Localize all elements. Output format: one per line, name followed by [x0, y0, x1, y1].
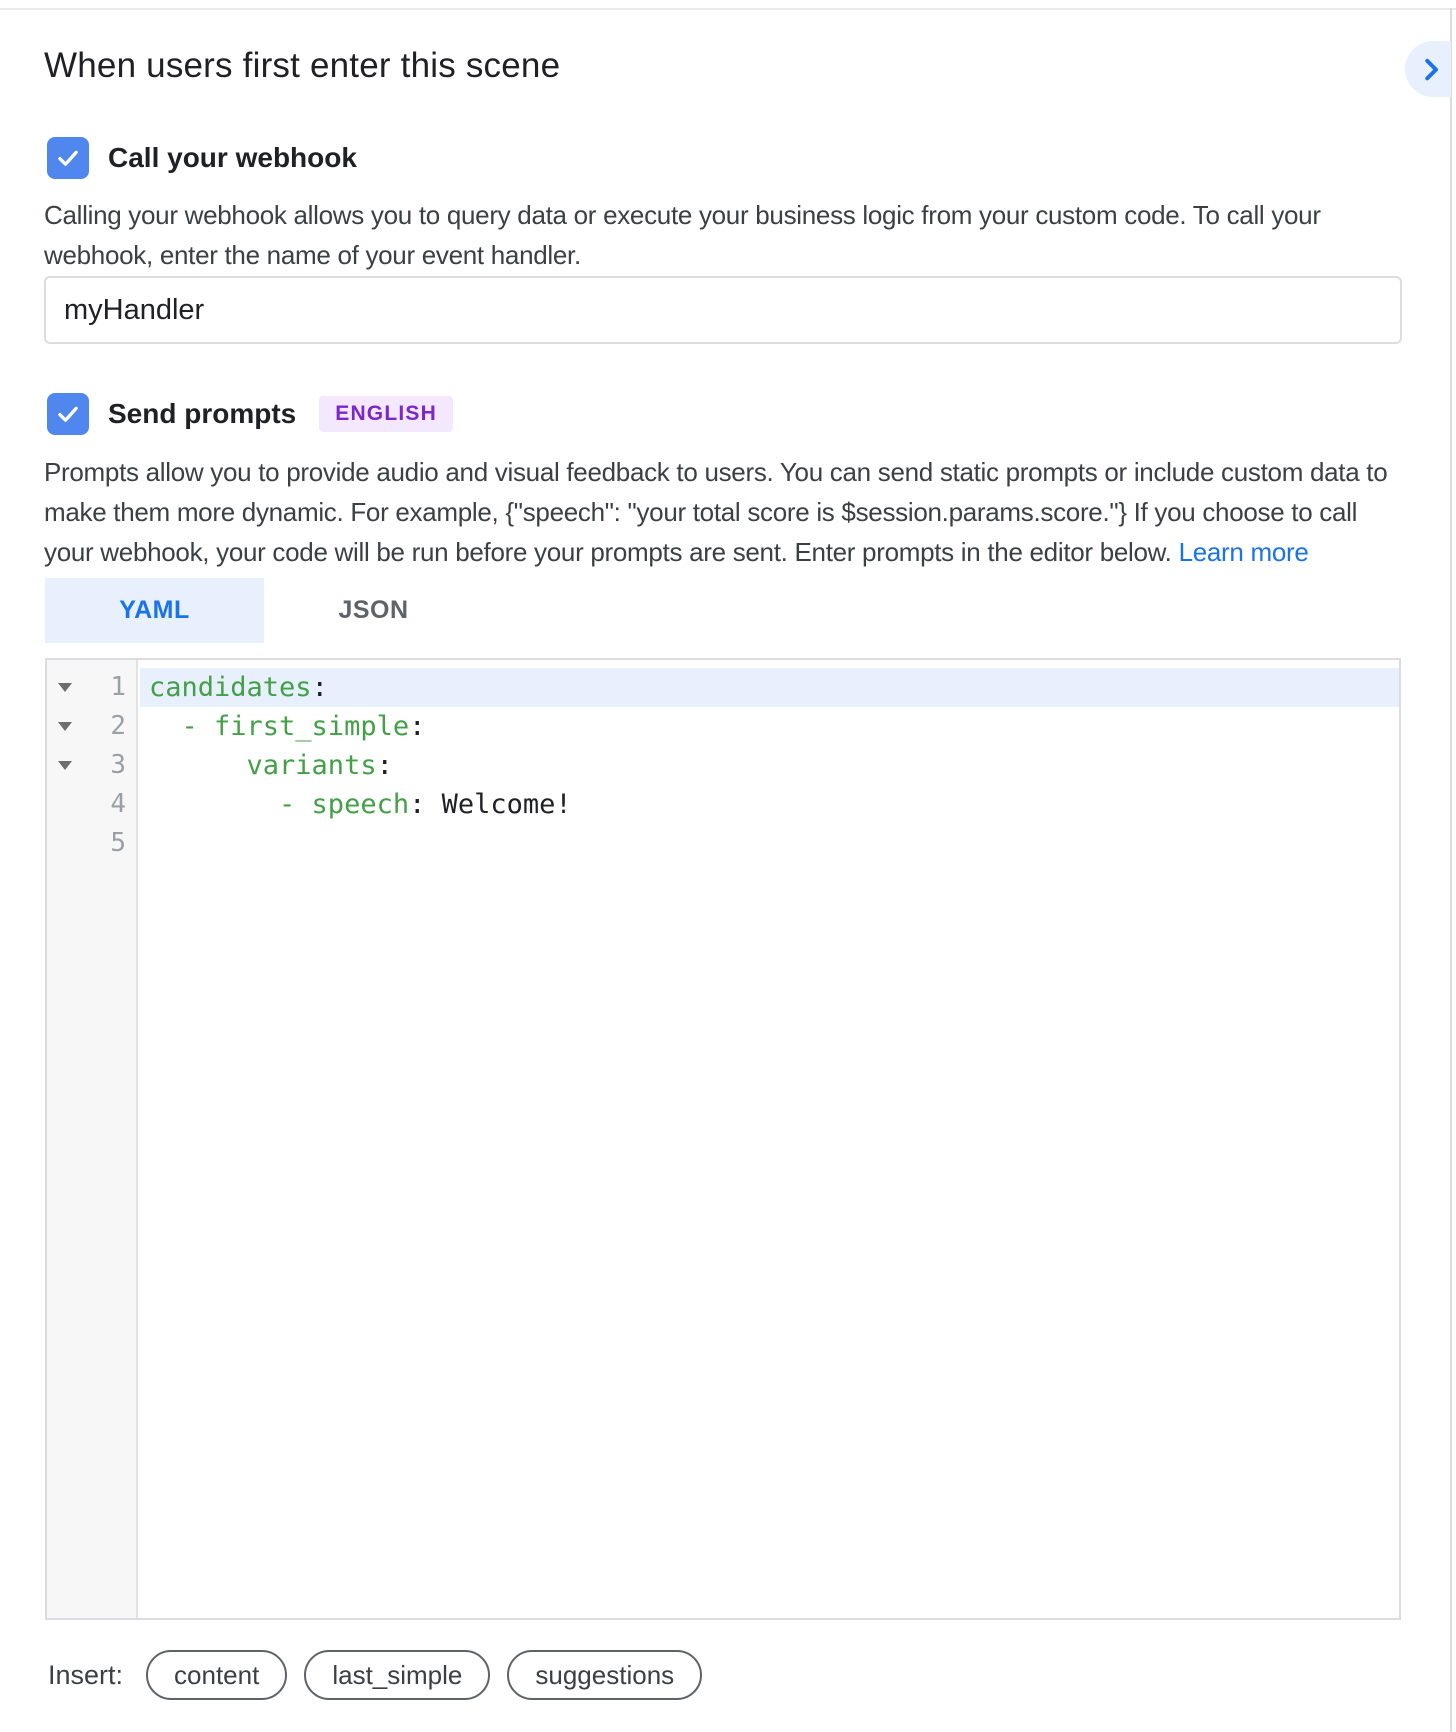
webhook-description: Calling your webhook allows you to query data or execute your business logic from your custom code. To call your webhook, enter the name of your event handler.	[44, 200, 1321, 270]
yaml-key: variants	[149, 750, 377, 781]
insert-chip-suggestions[interactable]: suggestions	[507, 1650, 702, 1700]
editor-code-area[interactable]	[140, 660, 1399, 1618]
collapse-panel-button[interactable]	[1405, 41, 1451, 97]
webhook-checkbox[interactable]	[47, 137, 89, 179]
insert-label: Insert:	[48, 1659, 124, 1690]
yaml-key: - first_simple	[149, 711, 410, 742]
yaml-key: candidates	[149, 672, 312, 703]
code-line: - speech: Welcome!	[149, 789, 572, 820]
check-icon	[53, 143, 83, 173]
insert-chip-content[interactable]: content	[146, 1650, 287, 1700]
line-number: 2	[110, 711, 126, 741]
check-icon	[53, 399, 83, 429]
tab-yaml[interactable]: YAML	[45, 578, 264, 643]
insert-bar	[48, 1650, 702, 1700]
prompts-checkbox-row	[47, 393, 453, 435]
webhook-checkbox-label: Call your webhook	[108, 142, 357, 173]
code-line: - first_simple:	[149, 711, 426, 742]
prompts-checkbox[interactable]	[47, 393, 89, 435]
line-number: 4	[110, 789, 126, 819]
line-number: 1	[110, 672, 126, 702]
yaml-key: - speech	[149, 789, 410, 820]
insert-chip-last-simple[interactable]: last_simple	[304, 1650, 490, 1700]
prompts-description	[44, 452, 1412, 572]
chevron-right-icon	[1410, 54, 1446, 84]
fold-toggle-icon[interactable]	[58, 761, 72, 770]
code-line: candidates:	[140, 668, 1399, 707]
fold-toggle-icon[interactable]	[58, 722, 72, 731]
prompts-description-text: Prompts allow you to provide audio and visual feedback to users. You can send static prompts or include custom data to make them more dynamic. For example, {"speech": "your total score is $session.params.score."} If you choose to call your webhook, your code will be run before your prompts are sent. Enter prompts in the editor below.	[44, 457, 1388, 567]
gutter-row	[47, 746, 136, 785]
gutter-row	[47, 785, 136, 824]
line-number: 3	[110, 750, 126, 780]
prompt-code-editor[interactable]	[45, 658, 1401, 1620]
gutter-row	[47, 707, 136, 746]
language-badge: ENGLISH	[319, 396, 453, 432]
panel-top-divider	[0, 8, 1456, 10]
tab-json[interactable]: JSON	[338, 596, 409, 624]
learn-more-link[interactable]: Learn more	[1178, 537, 1309, 567]
prompts-checkbox-label: Send prompts	[108, 398, 297, 429]
line-number: 5	[110, 828, 126, 858]
gutter-row	[47, 824, 136, 863]
gutter-row	[47, 668, 136, 707]
panel-right-divider	[1450, 8, 1452, 1732]
event-handler-input[interactable]	[44, 276, 1402, 344]
fold-toggle-icon[interactable]	[58, 683, 72, 692]
code-line: variants:	[149, 750, 393, 781]
page-title: When users first enter this scene	[44, 46, 561, 85]
webhook-checkbox-row	[47, 137, 357, 179]
code-line	[140, 824, 1399, 863]
editor-gutter	[47, 660, 138, 1618]
